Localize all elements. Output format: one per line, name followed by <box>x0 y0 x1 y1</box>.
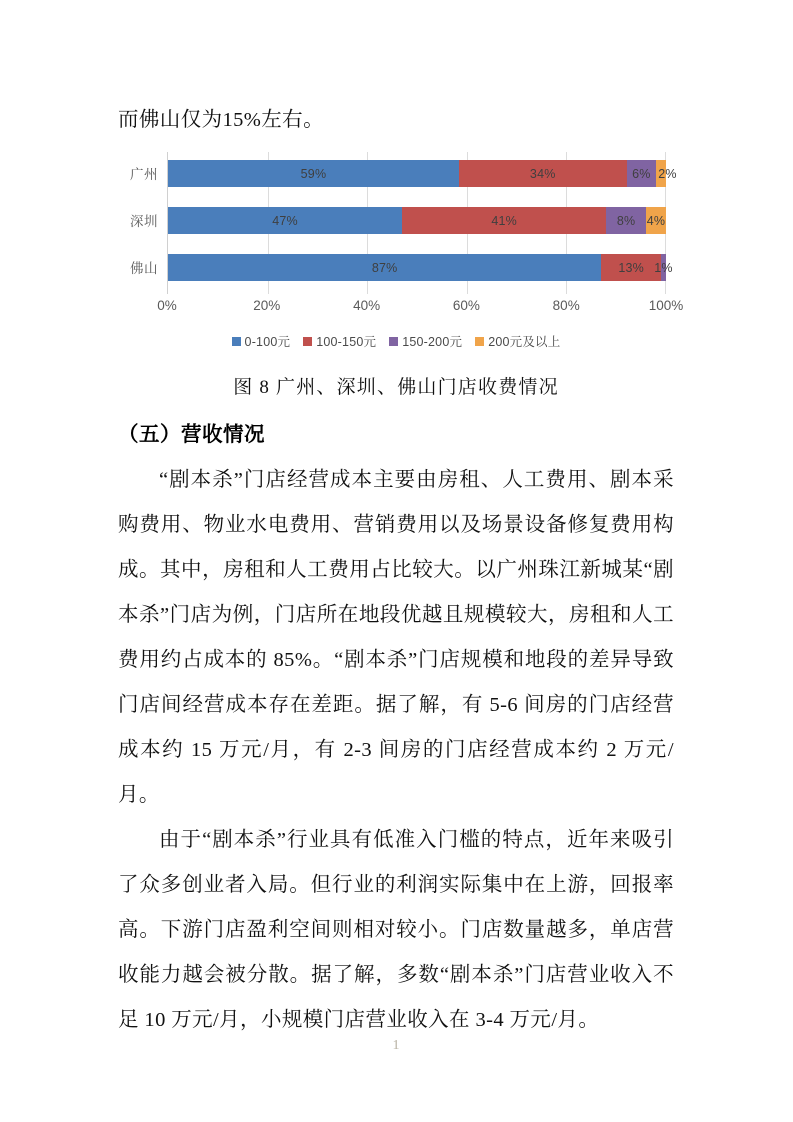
bar-row-foshan <box>168 254 673 281</box>
xtick-0: 0% <box>157 298 177 313</box>
xtick-80: 80% <box>552 298 580 313</box>
bar-segment-shenzhen-100-150[interactable] <box>402 207 606 234</box>
bar-segment-guangzhou-200-plus[interactable] <box>656 160 677 187</box>
chart-plot-region <box>118 152 684 313</box>
bar-segment-foshan-100-150[interactable] <box>601 254 661 281</box>
chart-x-axis <box>157 298 684 320</box>
figure-caption: 图 8 广州、深圳、佛山门店收费情况 <box>233 377 559 398</box>
paragraph-2: 由于“剧本杀”行业具有低准入门槛的特点，近年来吸引了众多创业者入局。但行业的利润实际集中在上游，回报率高。下游门店盈利空间则相对较小。门店数量越多，单店营收能力越会被分散。据了解，多数“剧本杀”门店营业收入不足 10 万元/月，小规模门店营业收入在 3-4 万元/月。 <box>118 829 674 1031</box>
bar-label-shenzhen-100-150: 41% <box>491 213 517 228</box>
bar-label-guangzhou-200-plus: 2% <box>658 166 677 181</box>
bar-label-guangzhou-100-150: 34% <box>529 166 556 181</box>
bar-label-foshan-0-100: 87% <box>371 260 398 275</box>
section-heading: （五）营收情况 <box>118 424 265 446</box>
bar-segment-guangzhou-150-200[interactable] <box>627 160 657 187</box>
page-number: 1 <box>392 1038 401 1053</box>
bar-segment-foshan-0-100[interactable] <box>168 254 601 281</box>
bar-row-shenzhen <box>168 207 666 234</box>
legend-item-150-200[interactable] <box>389 332 462 350</box>
legend-label-100-150: 100-150元 <box>316 335 377 349</box>
legend-label-0-100: 0-100元 <box>244 335 291 349</box>
xtick-60: 60% <box>452 298 480 313</box>
bar-label-guangzhou-0-100: 59% <box>300 166 327 181</box>
bar-label-foshan-100-150: 13% <box>618 260 644 275</box>
category-label-guangzhou: 广州 <box>130 167 158 182</box>
bar-segment-guangzhou-100-150[interactable] <box>459 160 627 187</box>
bar-segment-foshan-150-200[interactable] <box>654 254 673 281</box>
bar-label-foshan-150-200: 1% <box>654 260 673 275</box>
xtick-40: 40% <box>353 298 381 313</box>
legend-item-100-150[interactable] <box>303 332 376 350</box>
category-label-shenzhen: 深圳 <box>130 214 158 229</box>
page-content <box>118 98 674 143</box>
category-label-foshan: 佛山 <box>130 261 158 276</box>
bar-label-shenzhen-200-plus: 4% <box>646 213 666 228</box>
legend-item-0-100[interactable] <box>232 332 291 350</box>
legend-swatch-icon-150-200 <box>389 337 398 346</box>
legend-label-150-200: 150-200元 <box>402 335 463 349</box>
bar-row-guangzhou <box>168 160 677 187</box>
bar-segment-shenzhen-0-100[interactable] <box>168 207 402 234</box>
chart-bars-area <box>167 152 677 294</box>
bar-label-shenzhen-0-100: 47% <box>272 213 298 228</box>
legend-swatch-icon-0-100 <box>232 337 241 346</box>
bar-label-guangzhou-150-200: 6% <box>632 166 651 181</box>
paragraph-1: “剧本杀”门店经营成本主要由房租、人工费用、剧本采购费用、物业水电费用、营销费用以及场景设备修复费用构成。其中，房租和人工费用占比较大。以广州珠江新城某“剧本杀”门店为例，门店所在地段优越且规模较大，房租和人工费用约占成本的 85%。“剧本杀”门店规模和地段的差异导致门店间经营成本存在差距。据了解，有 5-6 间房的门店经营成本约 15 万元/月，有 2-3 间房的门店经营成本约 2 万元/月。 <box>118 469 674 806</box>
legend-item-200-plus[interactable] <box>475 332 560 350</box>
xtick-20: 20% <box>253 298 281 313</box>
chart-category-axis <box>118 152 164 294</box>
bar-segment-guangzhou-0-100[interactable] <box>168 160 459 187</box>
figure-8-chart <box>118 152 684 357</box>
xtick-100: 100% <box>648 298 684 313</box>
bar-segment-shenzhen-150-200[interactable] <box>606 207 646 234</box>
lead-paragraph: 而佛山仅为15%左右。 <box>118 109 324 131</box>
page-content-lower <box>118 371 674 1043</box>
bar-label-shenzhen-150-200: 8% <box>616 213 636 228</box>
legend-swatch-icon-100-150 <box>303 337 312 346</box>
chart-legend <box>118 332 674 350</box>
bar-segment-shenzhen-200-plus[interactable] <box>646 207 666 234</box>
legend-swatch-icon-200-plus <box>475 337 484 346</box>
legend-label-200-plus: 200元及以上 <box>488 335 561 349</box>
